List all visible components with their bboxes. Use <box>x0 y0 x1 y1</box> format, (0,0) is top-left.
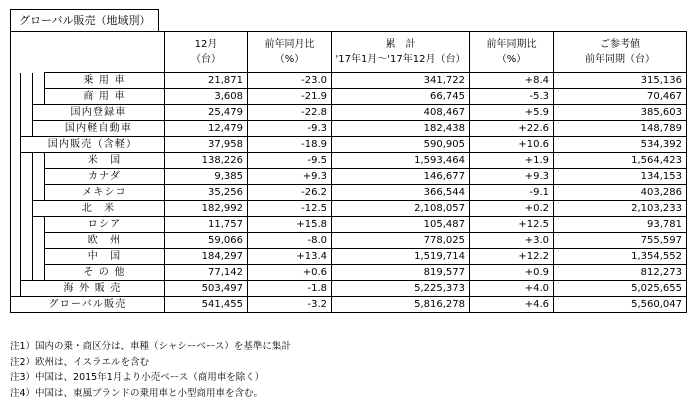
cell-v4: +22.6 <box>470 121 554 137</box>
cell-v2: -21.9 <box>248 89 332 105</box>
cell-v2: -23.0 <box>248 73 332 89</box>
cell-v3: 66,745 <box>332 89 470 105</box>
row-label: 北 米 <box>33 201 165 217</box>
table-row <box>11 169 687 185</box>
cell-v1: 138,226 <box>165 153 248 169</box>
header-yoy-period: 前年同期比 （%） <box>470 32 554 73</box>
cell-v4: +3.0 <box>470 233 554 249</box>
cell-v3: 366,544 <box>332 185 470 201</box>
cell-v4: +0.9 <box>470 265 554 281</box>
cell-v2: -9.3 <box>248 121 332 137</box>
cell-v3: 1,593,464 <box>332 153 470 169</box>
cell-v1: 59,066 <box>165 233 248 249</box>
table-row <box>11 281 687 297</box>
cell-v1: 9,385 <box>165 169 248 185</box>
note-3: 注3）中国は、2015年1月より小売ベース（商用車を除く） <box>10 372 265 383</box>
cell-v1: 182,992 <box>165 201 248 217</box>
row-label: グローバル販売 <box>11 297 165 313</box>
cell-v3: 819,577 <box>332 265 470 281</box>
cell-v1: 35,256 <box>165 185 248 201</box>
cell-v2: -22.8 <box>248 105 332 121</box>
cell-v5: 70,467 <box>554 89 687 105</box>
cell-v5: 93,781 <box>554 217 687 233</box>
cell-v3: 5,225,373 <box>332 281 470 297</box>
cell-v4: +5.9 <box>470 105 554 121</box>
cell-v4: +1.9 <box>470 153 554 169</box>
cell-v2: +0.6 <box>248 265 332 281</box>
row-label: 欧 州 <box>45 233 165 249</box>
cell-v4: +12.2 <box>470 249 554 265</box>
regional-sales-table <box>10 31 687 313</box>
cell-v3: 146,677 <box>332 169 470 185</box>
cell-v1: 3,608 <box>165 89 248 105</box>
table-row <box>11 249 687 265</box>
table-row <box>11 201 687 217</box>
cell-v3: 2,108,057 <box>332 201 470 217</box>
row-label: 国内販売（含軽） <box>21 137 165 153</box>
cell-v4: +4.6 <box>470 297 554 313</box>
row-label: カナダ <box>45 169 165 185</box>
row-label: 国内軽自動車 <box>33 121 165 137</box>
cell-v1: 541,455 <box>165 297 248 313</box>
cell-v4: +12.5 <box>470 217 554 233</box>
cell-v1: 503,497 <box>165 281 248 297</box>
cell-v4: -9.1 <box>470 185 554 201</box>
cell-v2: +13.4 <box>248 249 332 265</box>
cell-v4: +4.0 <box>470 281 554 297</box>
cell-v1: 37,958 <box>165 137 248 153</box>
note-2: 注2）欧州は、イスラエルを含む <box>10 356 149 368</box>
cell-v3: 341,722 <box>332 73 470 89</box>
table-row <box>11 185 687 201</box>
cell-v1: 25,479 <box>165 105 248 121</box>
cell-v5: 315,136 <box>554 73 687 89</box>
cell-v3: 590,905 <box>332 137 470 153</box>
row-label: メキシコ <box>45 185 165 201</box>
header-yoy-month: 前年同月比 （%） <box>248 32 332 73</box>
row-label: 中 国 <box>45 249 165 265</box>
notes <box>10 339 291 401</box>
table-row <box>11 265 687 281</box>
table-row <box>11 217 687 233</box>
cell-v5: 1,564,423 <box>554 153 687 169</box>
cell-v5: 5,025,655 <box>554 281 687 297</box>
cell-v1: 184,297 <box>165 249 248 265</box>
cell-v5: 534,392 <box>554 137 687 153</box>
row-label: 国内登録車 <box>33 105 165 121</box>
cell-v2: -3.2 <box>248 297 332 313</box>
cell-v2: +9.3 <box>248 169 332 185</box>
cell-v5: 1,354,552 <box>554 249 687 265</box>
cell-v5: 148,789 <box>554 121 687 137</box>
cell-v4: +9.3 <box>470 169 554 185</box>
row-label: 米 国 <box>45 153 165 169</box>
table-row <box>11 121 687 137</box>
cell-v4: +10.6 <box>470 137 554 153</box>
cell-v5: 2,103,233 <box>554 201 687 217</box>
header-cumulative: 累 計 '17年1月～'17年12月（台） <box>332 32 470 73</box>
cell-v5: 385,603 <box>554 105 687 121</box>
cell-v2: -26.2 <box>248 185 332 201</box>
cell-v2: -1.8 <box>248 281 332 297</box>
row-label: 商 用 車 <box>45 89 165 105</box>
cell-v1: 12,479 <box>165 121 248 137</box>
cell-v3: 778,025 <box>332 233 470 249</box>
cell-v2: -12.5 <box>248 201 332 217</box>
note-4: 注4）中国は、東風ブランドの乗用車と小型商用車を含む。 <box>10 387 264 399</box>
row-label: そ の 他 <box>45 265 165 281</box>
table-row <box>11 233 687 249</box>
table-title: グローバル販売（地域別） <box>10 9 159 32</box>
cell-v4: +8.4 <box>470 73 554 89</box>
cell-v3: 408,467 <box>332 105 470 121</box>
cell-v1: 77,142 <box>165 265 248 281</box>
cell-v1: 11,757 <box>165 217 248 233</box>
cell-v2: +15.8 <box>248 217 332 233</box>
cell-v5: 755,597 <box>554 233 687 249</box>
table-row <box>11 89 687 105</box>
row-label: 乗 用 車 <box>45 73 165 89</box>
cell-v5: 812,273 <box>554 265 687 281</box>
cell-v2: -18.9 <box>248 137 332 153</box>
header-reference: ご参考値 前年同期（台） <box>554 32 687 73</box>
cell-v5: 5,560,047 <box>554 297 687 313</box>
cell-v4: +0.2 <box>470 201 554 217</box>
table-row <box>11 137 687 153</box>
header-blank <box>11 32 165 73</box>
table-row <box>11 297 687 313</box>
header-month: 12月 （台） <box>165 32 248 73</box>
cell-v3: 105,487 <box>332 217 470 233</box>
cell-v3: 5,816,278 <box>332 297 470 313</box>
row-label: ロシア <box>45 217 165 233</box>
cell-v3: 1,519,714 <box>332 249 470 265</box>
table-row <box>11 153 687 169</box>
table-row <box>11 73 687 89</box>
cell-v5: 134,153 <box>554 169 687 185</box>
cell-v3: 182,438 <box>332 121 470 137</box>
cell-v2: -8.0 <box>248 233 332 249</box>
cell-v5: 403,286 <box>554 185 687 201</box>
header-row <box>11 32 687 73</box>
cell-v4: -5.3 <box>470 89 554 105</box>
row-label: 海 外 販 売 <box>21 281 165 297</box>
cell-v2: -9.5 <box>248 153 332 169</box>
note-1: 注1）国内の乗・商区分は、車種（シャシーベース）を基準に集計 <box>10 341 291 352</box>
cell-v1: 21,871 <box>165 73 248 89</box>
table-row <box>11 105 687 121</box>
